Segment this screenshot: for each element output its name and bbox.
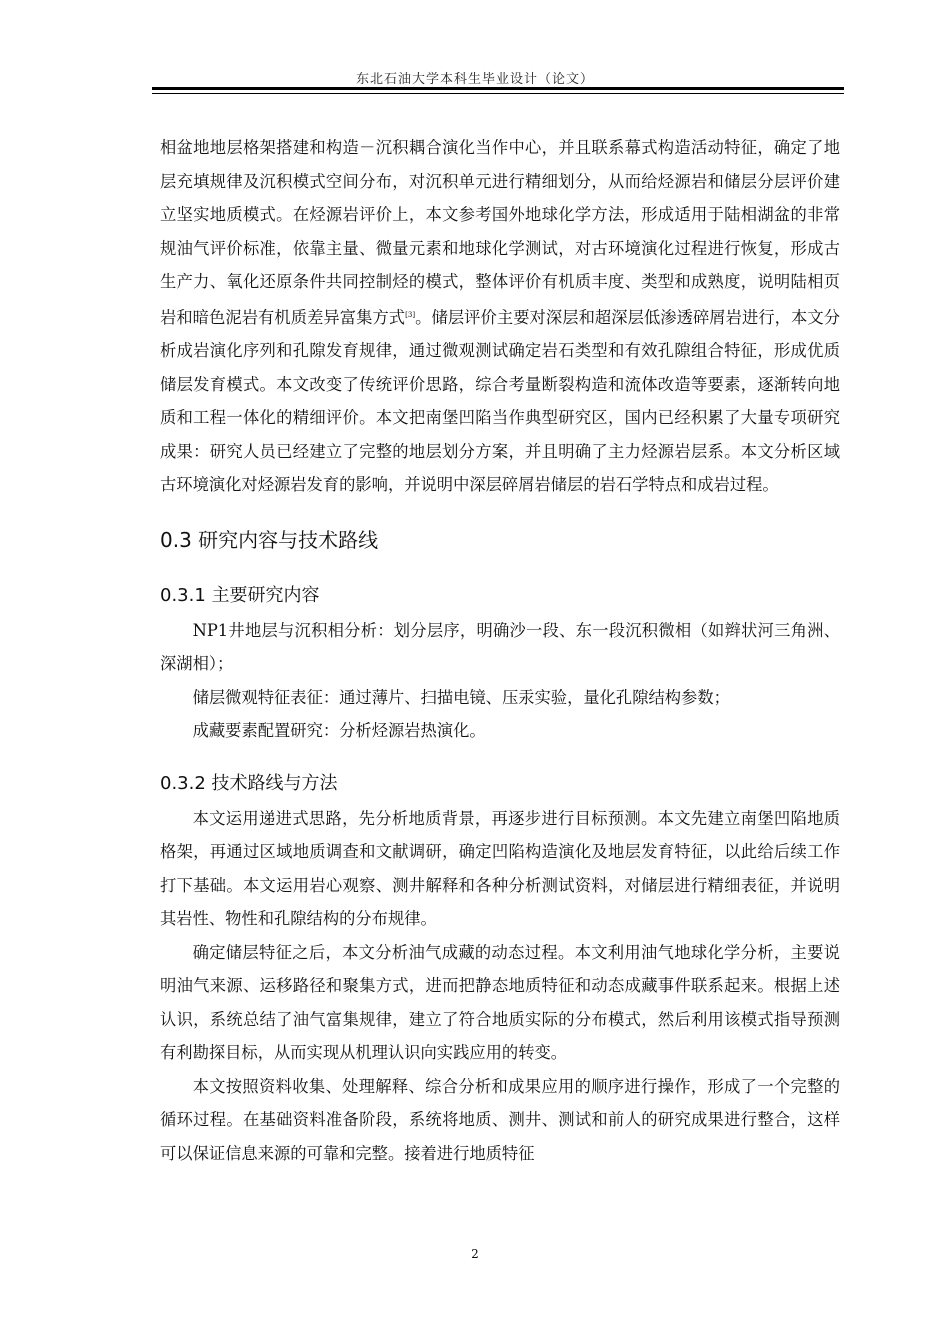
research-item: 成藏要素配置研究：分析烃源岩热演化。 xyxy=(192,721,486,740)
subsection-heading-0-3-2: 0.3.2 技术路线与方法 xyxy=(160,772,338,794)
page-number: 2 xyxy=(471,1247,479,1261)
header-rule-thin xyxy=(152,93,844,94)
intro-paragraph xyxy=(160,131,840,502)
method-paragraph: 本文运用递进式思路，先分析地质背景，再逐步进行目标预测。本文先建立南堡凹陷地质格架，再通过区域地质调查和文献调研，确定凹陷构造演化及地层发育特征，以此给后续工作打下基础。本文运用岩心观察、测井解释和各种分析测试资料，对储层进行精细表征，并说明其岩性、物性和孔隙结构的分布规律。 xyxy=(160,808,840,928)
page-body xyxy=(160,131,840,1170)
method-paragraph: 确定储层特征之后，本文分析油气成藏的动态过程。本文利用油气地球化学分析，主要说明油气来源、运移路径和聚集方式，进而把静态地质特征和动态成藏事件联系起来。根据上述认识，系统总结了油气富集规律，建立了符合地质实际的分布模式，然后利用该模式指导预测有利勘探目标，从而实现从机理认识向实践应用的转变。 xyxy=(160,942,840,1062)
research-item: NP1井地层与沉积相分析：划分层序，明确沙一段、东一段沉积微相（如辫状河三角洲、深湖相）； xyxy=(160,620,840,673)
research-item: 储层微观特征表征：通过薄片、扫描电镜、压汞实验，量化孔隙结构参数； xyxy=(192,687,730,707)
header-rule-thick xyxy=(152,87,844,90)
method-paragraph: 本文按照资料收集、处理解释、综合分析和成果应用的顺序进行操作，形成了一个完整的循环过程。在基础资料准备阶段，系统将地质、测井、测试和前人的研究成果进行整合，这样可以保证信息来源的可靠和完整。接着进行地质特征 xyxy=(160,1076,840,1163)
intro-text-part1: 相盆地地层格架搭建和构造－沉积耦合演化当作中心，并且联系幕式构造活动特征，确定了地层充填规律及沉积模式空间分布，对沉积单元进行精细划分，从而给烃源岩和储层分层评价建立坚实地质模式。在烃源岩评价上，本文参考国外地球化学方法，形成适用于陆相湖盆的非常规油气评价标准，依靠主量、微量元素和地球化学测试，对古环境演化过程进行恢复，形成古生产力、氧化还原条件共同控制烃的模式，整体评价有机质丰度、类型和成熟度，说明陆相页岩和暗色泥岩有机质差异富集方式 xyxy=(160,138,840,327)
intro-text-part2: 。储层评价主要对深层和超深层低渗透碎屑岩进行，本文分析成岩演化序列和孔隙发育规律，通过微观测试确定岩石类型和有效孔隙组合特征，形成优质储层发育模式。本文改变了传统评价思路，综合考量断裂构造和流体改造等要素，逐渐转向地质和工程一体化的精细评价。本文把南堡凹陷当作典型研究区，国内已经积累了大量专项研究成果：研究人员已经建立了完整的地层划分方案，并且明确了主力烃源岩层系。本文分析区域古环境演化对烃源岩发育的影响，并说明中深层碎屑岩储层的岩石学特点和成岩过程。 xyxy=(160,307,840,494)
citation-ref: [3] xyxy=(405,310,416,319)
subsection-heading-0-3-1: 0.3.1 主要研究内容 xyxy=(160,584,320,606)
section-heading-0-3: 0.3 研究内容与技术路线 xyxy=(160,527,379,552)
page-header-title: 东北石油大学本科生毕业设计（论文） xyxy=(355,72,594,87)
